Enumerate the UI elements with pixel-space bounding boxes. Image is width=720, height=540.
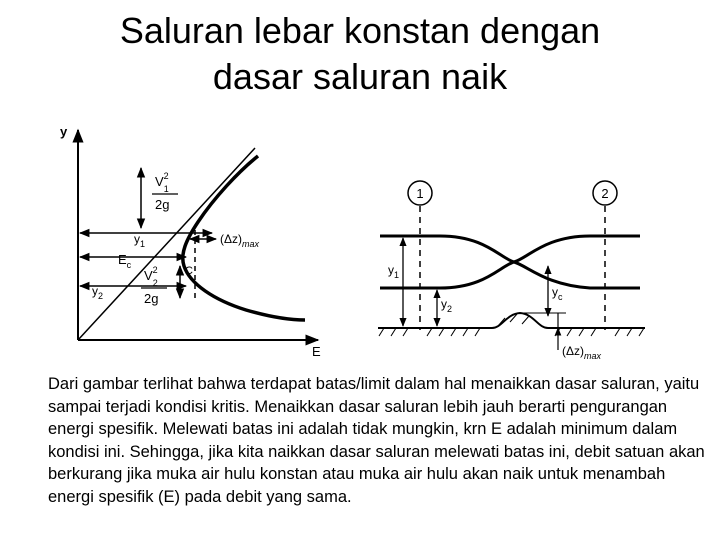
v2-denominator: 2g [144, 291, 159, 306]
y-axis-label: y [60, 124, 68, 139]
v1-denominator: 2g [155, 197, 170, 212]
v1-squared-label: $V^2$ 1 [155, 171, 169, 194]
right-y2-label: $y_2$ [441, 297, 453, 314]
e-axis-label: E [312, 344, 321, 359]
y2-label: $y_2$ [92, 284, 104, 301]
title-line-1: Saluran lebar konstan dengan [119, 10, 601, 51]
slide-title [0, 8, 720, 100]
specific-energy-curve [183, 156, 305, 320]
figure [0, 110, 720, 372]
right-yc-label: $y_c$ [552, 285, 563, 302]
section-2-label: 2 [601, 186, 609, 201]
y1-label: $y_1$ [134, 232, 146, 249]
water-surface-lower [380, 236, 640, 288]
title-line-2: dasar saluran naik [212, 56, 508, 97]
left-dz-max-label: $(\Delta z)_{max}$ [220, 232, 260, 249]
specific-energy-diagram [60, 124, 321, 359]
right-y1-label: $y_1$ [388, 263, 400, 280]
v2-squared-label: $V^2$ 2 [144, 265, 158, 288]
critical-point-label: C [185, 265, 193, 277]
section-1-label: 1 [416, 186, 424, 201]
right-dz-max-label: $(\Delta z)_{max}$ [562, 344, 602, 361]
ec-label: $E_c$ [118, 252, 132, 270]
channel-profile-diagram [378, 181, 645, 361]
body-paragraph: Dari gambar terlihat bahwa terdapat batas/limit dalam hal menaikkan dasar saluran, yaitu sampai terjadi kondisi kritis. Menaikkan dasar saluran lebih jauh berarti pengurangan energi spesifik. Melewati batas ini adalah tidak mungkin, krn E adalah minimum dalam kondisi ini. Sehingga, jika kita naikkan dasar saluran melewati batas ini, debit satuan akan berkurang jika muka air hulu konstan atau muka air hulu akan naik untuk menambah energi spesifik (E) pada debit yang sama. [48, 375, 705, 506]
